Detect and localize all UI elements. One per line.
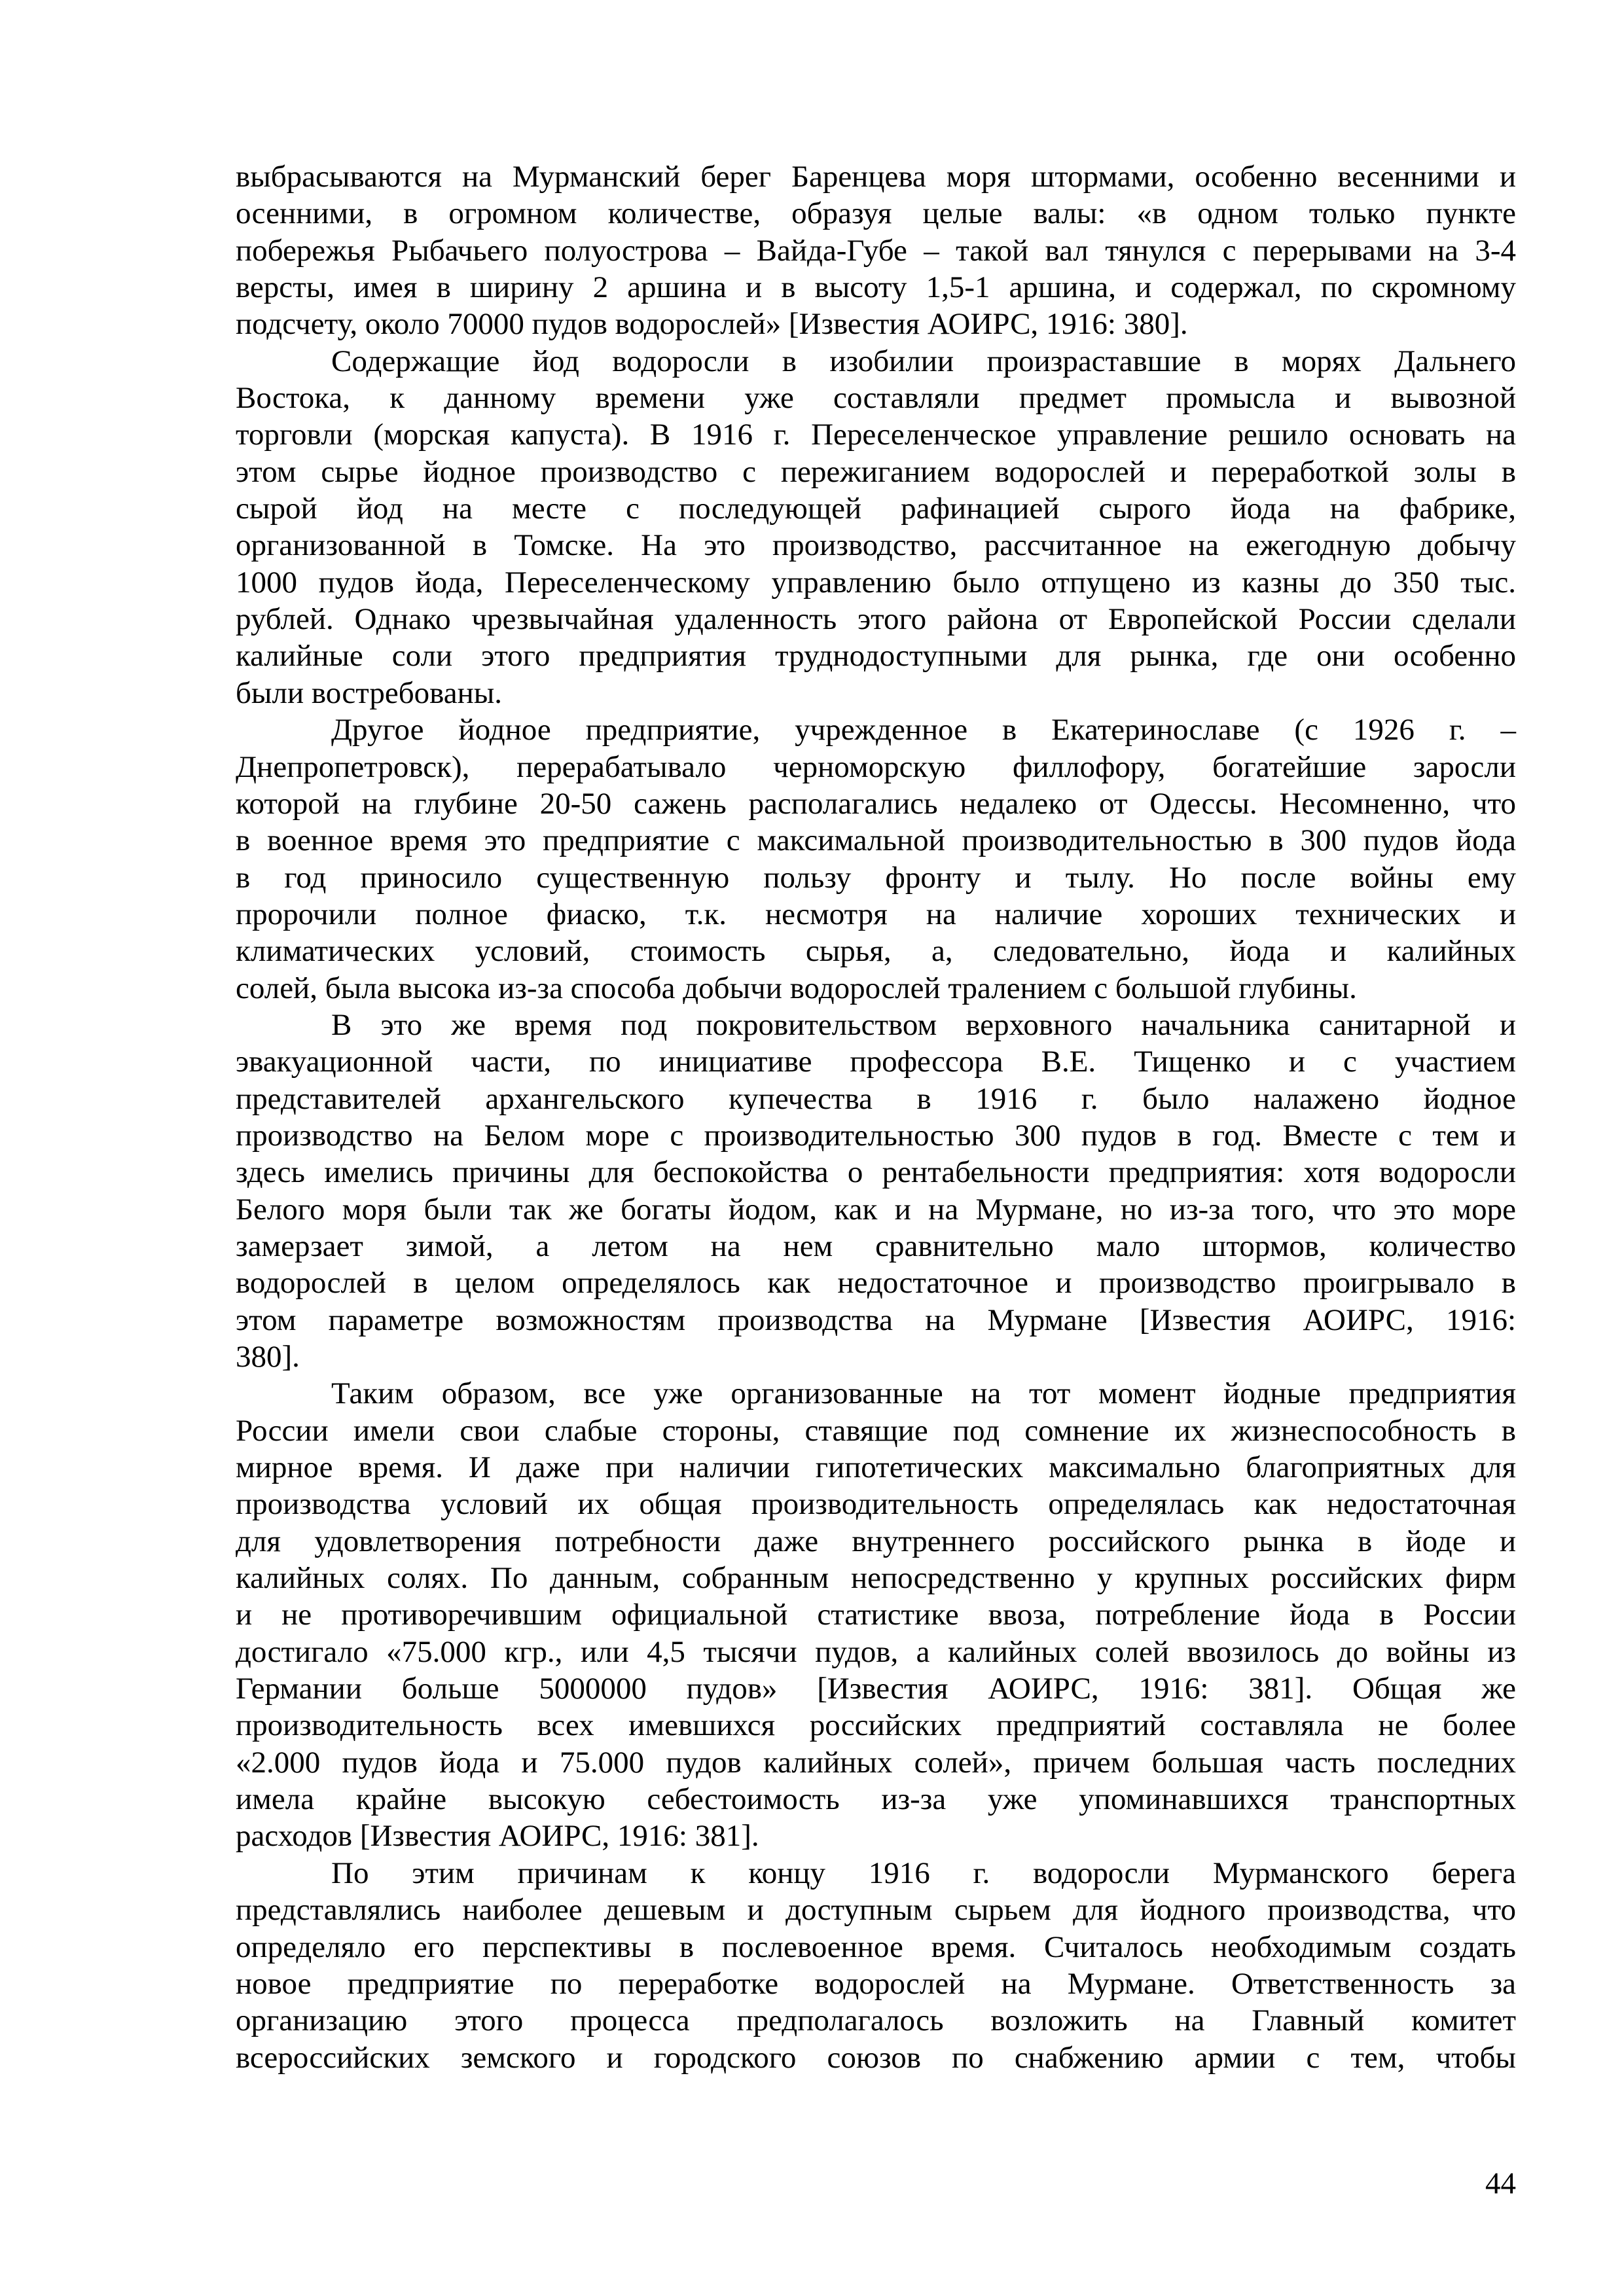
paragraph [236,158,1516,343]
text-line: России имели свои слабые стороны, ставящие под сомнение их жизнеспособность в [236,1413,1516,1448]
text-line: «2.000 пудов йода и 75.000 пудов калийных солей», причем большая часть последних [236,1745,1516,1780]
text-line: этом параметре возможностям производства на Мурмане [Известия АОИРС, 1916: [236,1302,1516,1337]
text-line: Содержащие йод водоросли в изобилии произраставшие в морях Дальнего [331,344,1516,378]
text-line: выбрасываются на Мурманский берег Баренцева моря штормами, особенно весенними и [236,160,1516,194]
text-line: По этим причинам к концу 1916 г. водоросли Мурманского берега [331,1856,1516,1890]
body-text [236,158,1516,2076]
paragraph [236,711,1516,1007]
text-line: Востока, к данному времени уже составляли предмет промысла и вывозной [236,381,1516,416]
text-line: осенними, в огромном количестве, образуя целые валы: «в одном только пункте [236,196,1516,231]
text-line: Таким образом, все уже организованные на тот момент йодные предприятия [331,1376,1516,1411]
text-line: этом сырье йодное производство с пережиганием водорослей и переработкой золы в [236,454,1516,489]
text-line: организованной в Томске. На это производство, рассчитанное на ежегодную добычу [236,528,1516,563]
text-line: представителей архангельского купечества в 1916 г. было налажено йодное [236,1081,1516,1116]
text-line: торговли (морская капуста). В 1916 г. Переселенческое управление решило основать на [236,418,1516,452]
text-line: эвакуационной части, по инициативе профессора В.Е. Тищенко и с участием [236,1045,1516,1079]
text-line: замерзает зимой, а летом на нем сравнительно мало штормов, количество [236,1229,1516,1263]
text-line: калийных солях. По данным, собранным непосредственно у крупных российских фирм [236,1561,1516,1596]
paragraph [236,1855,1516,2076]
text-line: здесь имелись причины для беспокойства о рентабельности предприятия: хотя водоросли [236,1155,1516,1190]
text-line: новое предприятие по переработке водорослей на Мурмане. Ответственность за [236,1966,1516,2001]
paragraph [236,343,1516,711]
text-line: были востребованы. [236,675,503,710]
text-line: организацию этого процесса предполагалось возложить на Главный комитет [236,2003,1516,2038]
page-number: 44 [1485,2166,1516,2200]
text-line: всероссийских земского и городского союзов по снабжению армии с тем, чтобы [236,2040,1516,2075]
text-line: Германии больше 5000000 пудов» [Известия АОИРС, 1916: 381]. Общая же [236,1672,1516,1706]
text-line: в год приносило существенную пользу фронту и тылу. Но после войны ему [236,860,1516,895]
paragraph [236,1375,1516,1854]
text-line: сырой йод на месте с последующей рафинацией сырого йода на фабрике, [236,492,1516,526]
text-line: солей, была высока из-за способа добычи водорослей тралением с большой глубины. [236,971,1357,1005]
text-line: побережья Рыбачьего полуострова – Вайда-Губе – такой вал тянулся с перерывами на 3-4 [236,233,1516,268]
text-line: водорослей в целом определялось как недостаточное и производство проигрывало в [236,1266,1516,1300]
text-line: Белого моря были так же богаты йодом, как и на Мурмане, но из-за того, что это море [236,1192,1516,1227]
text-line: версты, имея в ширину 2 аршина и в высоту 1,5-1 аршина, и содержал, по скромному [236,270,1516,305]
paragraph [236,1007,1516,1375]
text-line: В это же время под покровительством верховного начальника санитарной и [331,1007,1516,1042]
text-line: расходов [Известия АОИРС, 1916: 381]. [236,1819,759,1854]
text-line: Днепропетровск), перерабатывало черноморскую филлофору, богатейшие заросли [236,749,1516,784]
text-line: рублей. Однако чрезвычайная удаленность этого района от Европейской России сделали [236,602,1516,637]
text-line: имела крайне высокую себестоимость из-за уже упоминавшихся транспортных [236,1782,1516,1817]
text-line: Другое йодное предприятие, учрежденное в Екатеринославе (с 1926 г. – [331,713,1516,747]
text-line: производства условий их общая производительность определялась как недостаточная [236,1487,1516,1522]
text-line: достигало «75.000 кгр., или 4,5 тысячи пудов, а калийных солей ввозилось до войны из [236,1634,1516,1669]
text-line: для удовлетворения потребности даже внутреннего российского рынка в йоде и [236,1524,1516,1558]
text-line: калийные соли этого предприятия труднодоступными для рынка, где они особенно [236,639,1516,673]
text-line: представлялись наиболее дешевым и доступным сырьем для йодного производства, что [236,1893,1516,1928]
text-line: которой на глубине 20-50 сажень располагались недалеко от Одессы. Несомненно, что [236,786,1516,821]
text-line: подсчету, около 70000 пудов водорослей» [Известия АОИРС, 1916: 380]. [236,307,1188,342]
text-line: и не противоречившим официальной статистике ввоза, потребление йода в России [236,1598,1516,1632]
text-line: производительность всех имевшихся российских предприятий составляла не более [236,1708,1516,1743]
text-line: производство на Белом море с производительностью 300 пудов в год. Вместе с тем и [236,1118,1516,1153]
text-line: 380]. [236,1340,300,1374]
text-line: пророчили полное фиаско, т.к. несмотря на наличие хороших технических и [236,897,1516,931]
text-line: 1000 пудов йода, Переселенческому управлению было отпущено из казны до 350 тыс. [236,565,1516,600]
text-line: мирное время. И даже при наличии гипотетических максимально благоприятных для [236,1450,1516,1485]
text-line: в военное время это предприятие с максимальной производительностью в 300 пудов йода [236,823,1516,858]
text-line: климатических условий, стоимость сырья, а, следовательно, йода и калийных [236,934,1516,969]
text-line: определяло его перспективы в послевоенное время. Считалось необходимым создать [236,1929,1516,1964]
